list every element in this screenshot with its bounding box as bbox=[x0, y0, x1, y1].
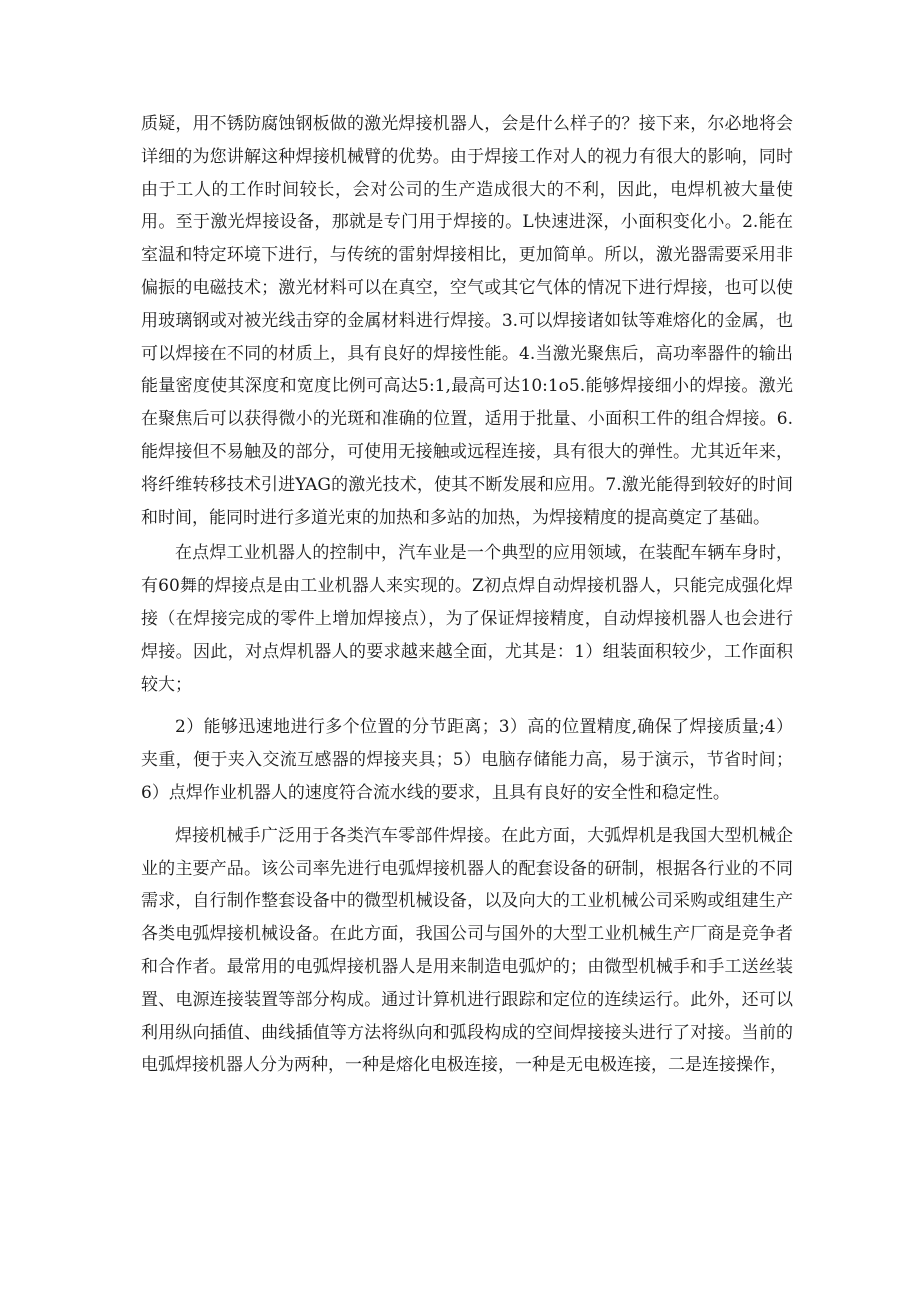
paragraph-spot-welding-robots: 在点焊工业机器人的控制中，汽车业是一个典型的应用领域，在装配车辆车身时，有60舞的焊接点是由工业机器人来实现的。Z初点焊自动焊接机器人，只能完成强化焊接（在焊接完成的零件上增加焊接点），为了保证焊接精度，自动焊接机器人也会进行焊接。因此，对点焊机器人的要求越来越全面，尤其是：1）组装面积较少，工作面积较大； bbox=[141, 543, 793, 695]
document-page bbox=[141, 108, 793, 1082]
paragraph-laser-welding-advantages: 质疑，用不锈防腐蚀钢板做的激光焊接机器人，会是什么样子的？接下来，尔必地将会详细的为您讲解这种焊接机械臂的优势。由于焊接工作对人的视力有很大的影响，同时由于工人的工作时间较长，会对公司的生产造成很大的不利，因此，电焊机被大量使用。至于激光焊接设备，那就是专门用于焊接的。L快速进深，小面积变化小。2.能在室温和特定环境下进行，与传统的雷射焊接相比，更加简单。所以，激光器需要采用非偏振的电磁技术；激光材料可以在真空，空气或其它气体的情况下进行焊接，也可以使用玻璃钢或对被光线击穿的金属材料进行焊接。3.可以焊接诸如钛等难熔化的金属，也可以焊接在不同的材质上，具有良好的焊接性能。4.当激光聚焦后，高功率器件的输出能量密度使其深度和宽度比例可高达5:1,最高可达10:1o5.能够焊接细小的焊接。激光在聚焦后可以获得微小的光斑和准确的位置，适用于批量、小面积工件的组合焊接。6.能焊接但不易触及的部分，可使用无接触或远程连接，具有很大的弹性。尤其近年来，将纤维转移技术引进YAG的激光技术，使其不断发展和应用。7.激光能得到较好的时间和时间，能同时进行多道光束的加热和多站的加热，为焊接精度的提高奠定了基础。 bbox=[141, 114, 793, 528]
paragraph-spot-welding-requirements: 2）能够迅速地进行多个位置的分节距离；3）高的位置精度,确保了焊接质量;4）夹重，便于夹入交流互感器的焊接夹具；5）电脑存储能力高，易于演示，节省时间；6）点焊作业机器人的速度符合流水线的要求，且具有良好的安全性和稳定性。 bbox=[141, 717, 793, 803]
paragraph-arc-welding-robots: 焊接机械手广泛用于各类汽车零部件焊接。在此方面，大弧焊机是我国大型机械企业的主要产品。该公司率先进行电弧焊接机器人的配套设备的研制，根据各行业的不同需求，自行制作整套设备中的微型机械设备，以及向大的工业机械公司采购或组建生产各类电弧焊接机械设备。在此方面，我国公司与国外的大型工业机械生产厂商是竞争者和合作者。最常用的电弧焊接机器人是用来制造电弧炉的；由微型机械手和手工送丝装置、电源连接装置等部分构成。通过计算机进行跟踪和定位的连续运行。此外，还可以利用纵向插值、曲线插值等方法将纵向和弧段构成的空间焊接接头进行了对接。当前的电弧焊接机器人分为两种，一种是熔化电极连接，一种是无电极连接，二是连接操作， bbox=[141, 825, 793, 1076]
